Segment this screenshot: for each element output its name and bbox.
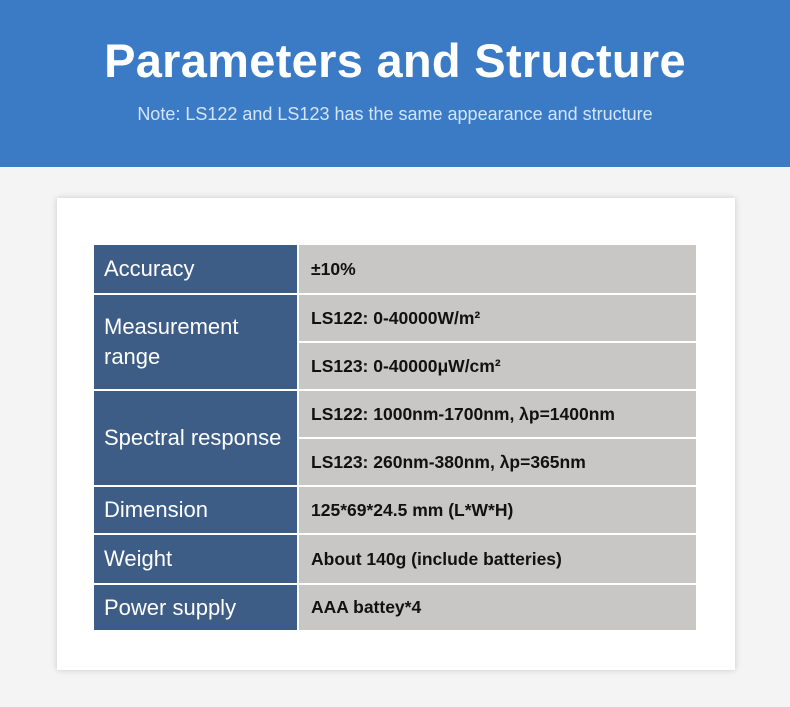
- row-values: [299, 585, 696, 630]
- row-value: LS122: 1000nm-1700nm, λp=1400nm: [299, 391, 696, 437]
- header-banner: [0, 0, 790, 167]
- row-label: Weight: [94, 535, 297, 583]
- row-label: Power supply: [94, 585, 297, 630]
- spec-card: [57, 198, 735, 670]
- row-values: [299, 487, 696, 533]
- row-value: About 140g (include batteries): [299, 535, 696, 583]
- row-label: Accuracy: [94, 245, 297, 293]
- spec-table: [94, 245, 696, 632]
- row-label: Spectral response: [94, 391, 297, 485]
- table-row-spectral-response: [94, 391, 696, 485]
- row-values: [299, 535, 696, 583]
- page-note: Note: LS122 and LS123 has the same appearance and structure: [137, 104, 653, 124]
- row-value: ±10%: [299, 245, 696, 293]
- row-value: 125*69*24.5 mm (L*W*H): [299, 487, 696, 533]
- table-row-accuracy: [94, 245, 696, 293]
- row-value: LS123: 260nm-380nm, λp=365nm: [299, 439, 696, 485]
- table-row-dimension: [94, 487, 696, 533]
- row-value: AAA battey*4: [299, 585, 696, 630]
- row-values: [299, 295, 696, 389]
- row-value: LS122: 0-40000W/m²: [299, 295, 696, 341]
- row-values: [299, 245, 696, 293]
- table-row-measurement-range: [94, 295, 696, 389]
- row-value: LS123: 0-40000μW/cm²: [299, 343, 696, 389]
- row-label: Dimension: [94, 487, 297, 533]
- table-row-power-supply: [94, 585, 696, 630]
- page-title: Parameters and Structure: [104, 34, 686, 87]
- table-row-weight: [94, 535, 696, 583]
- row-values: [299, 391, 696, 485]
- row-label: Measurement range: [94, 295, 297, 389]
